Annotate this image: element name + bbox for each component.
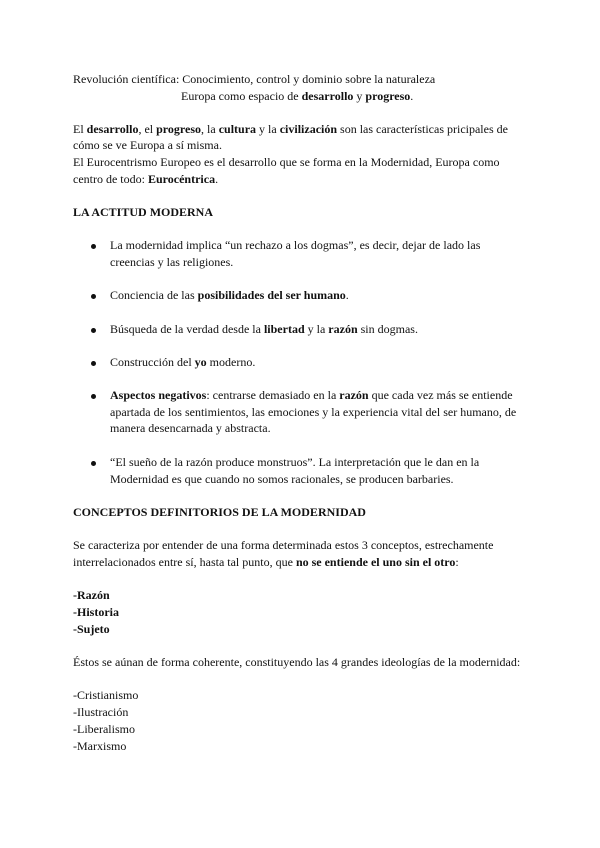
section2-p1-line-2 (73, 554, 459, 571)
section2-p1-line-1: Se caracteriza por entender de una forma determinada estos 3 conceptos, estrechamente (73, 538, 494, 552)
header-line-1: Revolución científica: Conocimiento, control y dominio sobre la naturaleza (73, 72, 436, 86)
bullet-icon (91, 394, 96, 399)
intro-text: , la (201, 122, 219, 136)
bullet-icon (91, 328, 96, 333)
bullet-icon (91, 361, 96, 366)
bullet-text: que cada vez más se entiende (368, 388, 513, 402)
bullet-item-1 (110, 237, 530, 270)
section2-bold: no se entiende el uno sin el otro (295, 555, 456, 569)
intro-text: son las características pricipales de (337, 122, 508, 136)
intro-bold-civilizacion: civilización (279, 122, 338, 136)
ideology-item: -Cristianismo (73, 688, 139, 702)
header-bold-desarrollo: desarrollo (301, 89, 354, 103)
intro-text: . (215, 172, 219, 186)
section-heading-conceptos: CONCEPTOS DEFINITORIOS DE LA MODERNIDAD (73, 505, 366, 519)
intro-text: , el (138, 122, 157, 136)
intro-bold-eurocentrica: Eurocéntrica (147, 172, 216, 186)
bullet-icon (91, 244, 96, 249)
intro-bold-progreso: progreso (156, 122, 202, 136)
section-heading-actitud-moderna: LA ACTITUD MODERNA (73, 205, 214, 219)
ideology-item: -Marxismo (73, 739, 127, 753)
header-line-2-end: . (410, 89, 414, 103)
bullet-1-line-2: creencias y las religiones. (110, 254, 234, 269)
section2-text: interrelacionados entre sí, hasta tal punto, que (73, 555, 296, 569)
bullet-item-6 (110, 454, 530, 487)
intro-bold-desarrollo: desarrollo (86, 122, 139, 136)
bullet-text: sin dogmas. (357, 322, 418, 336)
bullet-5-line-1 (110, 387, 550, 404)
bullet-6-line-2: Modernidad es que cuando no somos racionales, se producen barbaries. (110, 471, 454, 486)
bullet-bold-aspectos: Aspectos negativos (110, 388, 207, 402)
header-line-2-mid: y (353, 89, 366, 103)
bullet-6-line-1: “El sueño de la razón produce monstruos”. La interpretación que le dan en la (110, 455, 480, 469)
bullet-text: Búsqueda de la verdad desde la (110, 322, 264, 336)
concept-item: -Sujeto (73, 622, 110, 636)
bullet-icon (91, 294, 96, 299)
bullet-bold-razon: razón (339, 388, 369, 402)
bullet-text: Construcción del (110, 355, 195, 369)
intro-p2-line-1: El Eurocentrismo Europeo es el desarrollo que se forma en la Modernidad, Europa como (73, 155, 500, 169)
bullet-text: . (345, 288, 349, 302)
section2-text: : (455, 555, 459, 569)
bullet-bold-yo: yo (194, 355, 207, 369)
intro-p1-line-2: cómo se ve Europa a sí misma. (73, 138, 222, 152)
concept-item: -Historia (73, 605, 119, 619)
bullet-bold-libertad: libertad (263, 322, 305, 336)
ideology-item: -Ilustración (73, 705, 129, 719)
intro-text: El (73, 122, 87, 136)
intro-text: centro de todo: (73, 172, 148, 186)
intro-bold-cultura: cultura (218, 122, 257, 136)
bullet-text: Conciencia de las (110, 288, 198, 302)
header-line-2 (181, 88, 413, 105)
bullet-5-line-3: manera desencarnada y abstracta. (110, 421, 271, 435)
header-bold-progreso: progreso (365, 89, 411, 103)
bullet-item-4 (110, 354, 530, 371)
intro-text: y la (256, 122, 280, 136)
ideology-item: -Liberalismo (73, 722, 135, 736)
intro-p1-line-1 (73, 121, 508, 138)
intro-p2-line-2 (73, 171, 218, 188)
bullet-icon (91, 461, 96, 466)
bullet-text: y la (304, 322, 329, 336)
bullet-item-5 (110, 387, 550, 437)
header-line-2-prefix: Europa como espacio de (181, 89, 302, 103)
bullet-text: moderno. (206, 355, 256, 369)
bullet-1-line-1: La modernidad implica “un rechazo a los dogmas”, es decir, dejar de lado las (110, 238, 481, 252)
concept-item: -Razón (73, 588, 110, 602)
bullet-item-3 (110, 321, 530, 338)
bullet-5-line-2: apartada de los sentimientos, las emociones y la experiencia vital del ser humano, de (110, 404, 517, 419)
bullet-text: : centrarse demasiado en la (206, 388, 340, 402)
bullet-bold: posibilidades del ser humano (197, 288, 346, 302)
section2-p2: Éstos se aúnan de forma coherente, constituyendo las 4 grandes ideologías de la modernidad: (73, 655, 521, 669)
bullet-bold-razon: razón (328, 322, 358, 336)
bullet-item-2 (110, 287, 530, 304)
